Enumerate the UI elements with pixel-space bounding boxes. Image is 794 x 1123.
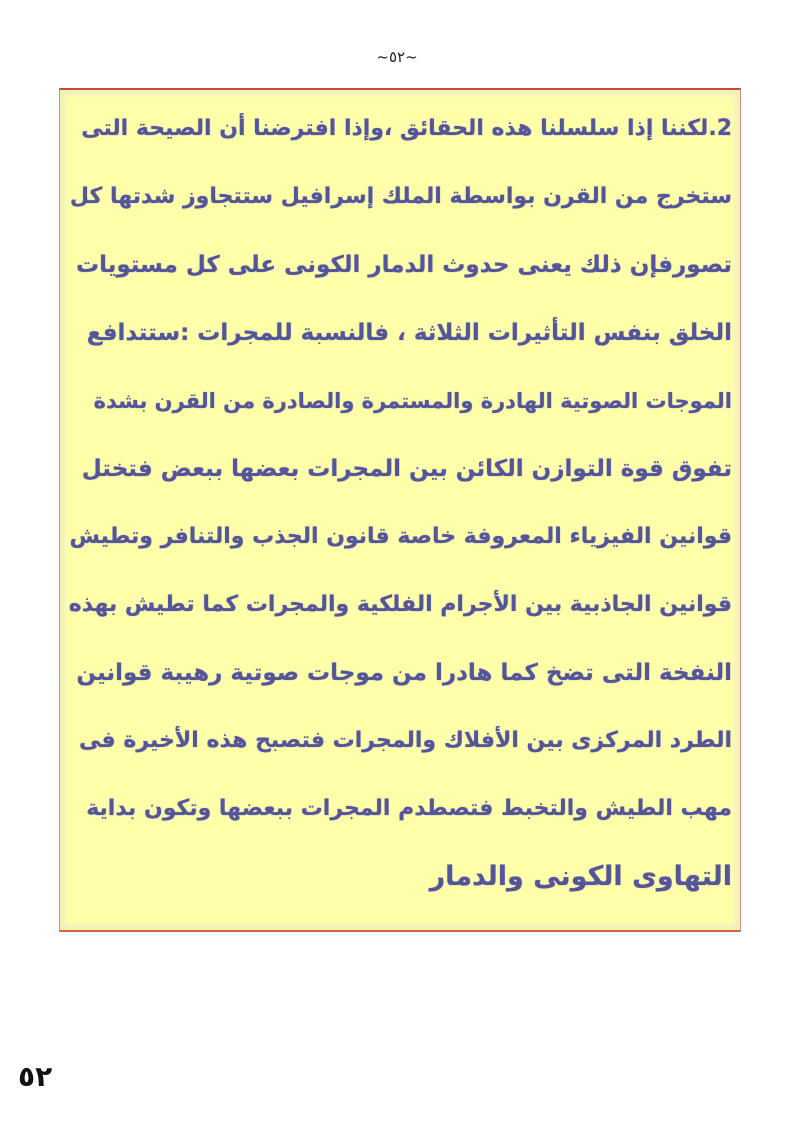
text-line: الخلق بنفس التأثيرات الثلاثة ، فالنسبة للمجرات :ستتدافع <box>86 320 732 346</box>
text-line: الطرد المركزى بين الأفلاك والمجرات فتصبح هذه الأخيرة فى <box>79 728 732 753</box>
text-line: مهب الطيش والتخبط فتصطدم المجرات ببعضها وتكون بداية <box>86 796 732 821</box>
page-number-footer: ٥٢ <box>18 1060 53 1093</box>
text-line: تفوق قوة التوازن الكائن بين المجرات بعضها ببعض فتختل <box>81 456 732 482</box>
text-line: قوانين الجاذبية بين الأجرام الفلكية والمجرات كما تطيش بهذه <box>68 592 732 617</box>
text-line: ستخرج من القرن بواسطة الملك إسرافيل ستتجاوز شدتها كل <box>69 184 732 209</box>
text-line: الموجات الصوتية الهادرة والمستمرة والصادرة من القرن بشدة <box>93 389 732 413</box>
text-line: التهاوى الكونى والدمار <box>429 861 732 892</box>
text-lines <box>68 112 732 928</box>
text-line: النفخة التى تضخ كما هادرا من موجات صوتية رهيبة قوانين <box>76 660 732 686</box>
text-box <box>59 88 741 932</box>
page-number-header: ~٥٢~ <box>376 48 418 66</box>
text-line: تصورفإن ذلك يعنى حدوث الدمار الكونى على كل مستويات <box>75 252 732 278</box>
text-line: 2.لكننا إذا سلسلنا هذه الحقائق ،وإذا افترضنا أن الصيحة التى <box>81 116 732 141</box>
text-line: قوانين الفيزياء المعروفة خاصة قانون الجذب والتنافر وتطيش <box>69 524 732 549</box>
